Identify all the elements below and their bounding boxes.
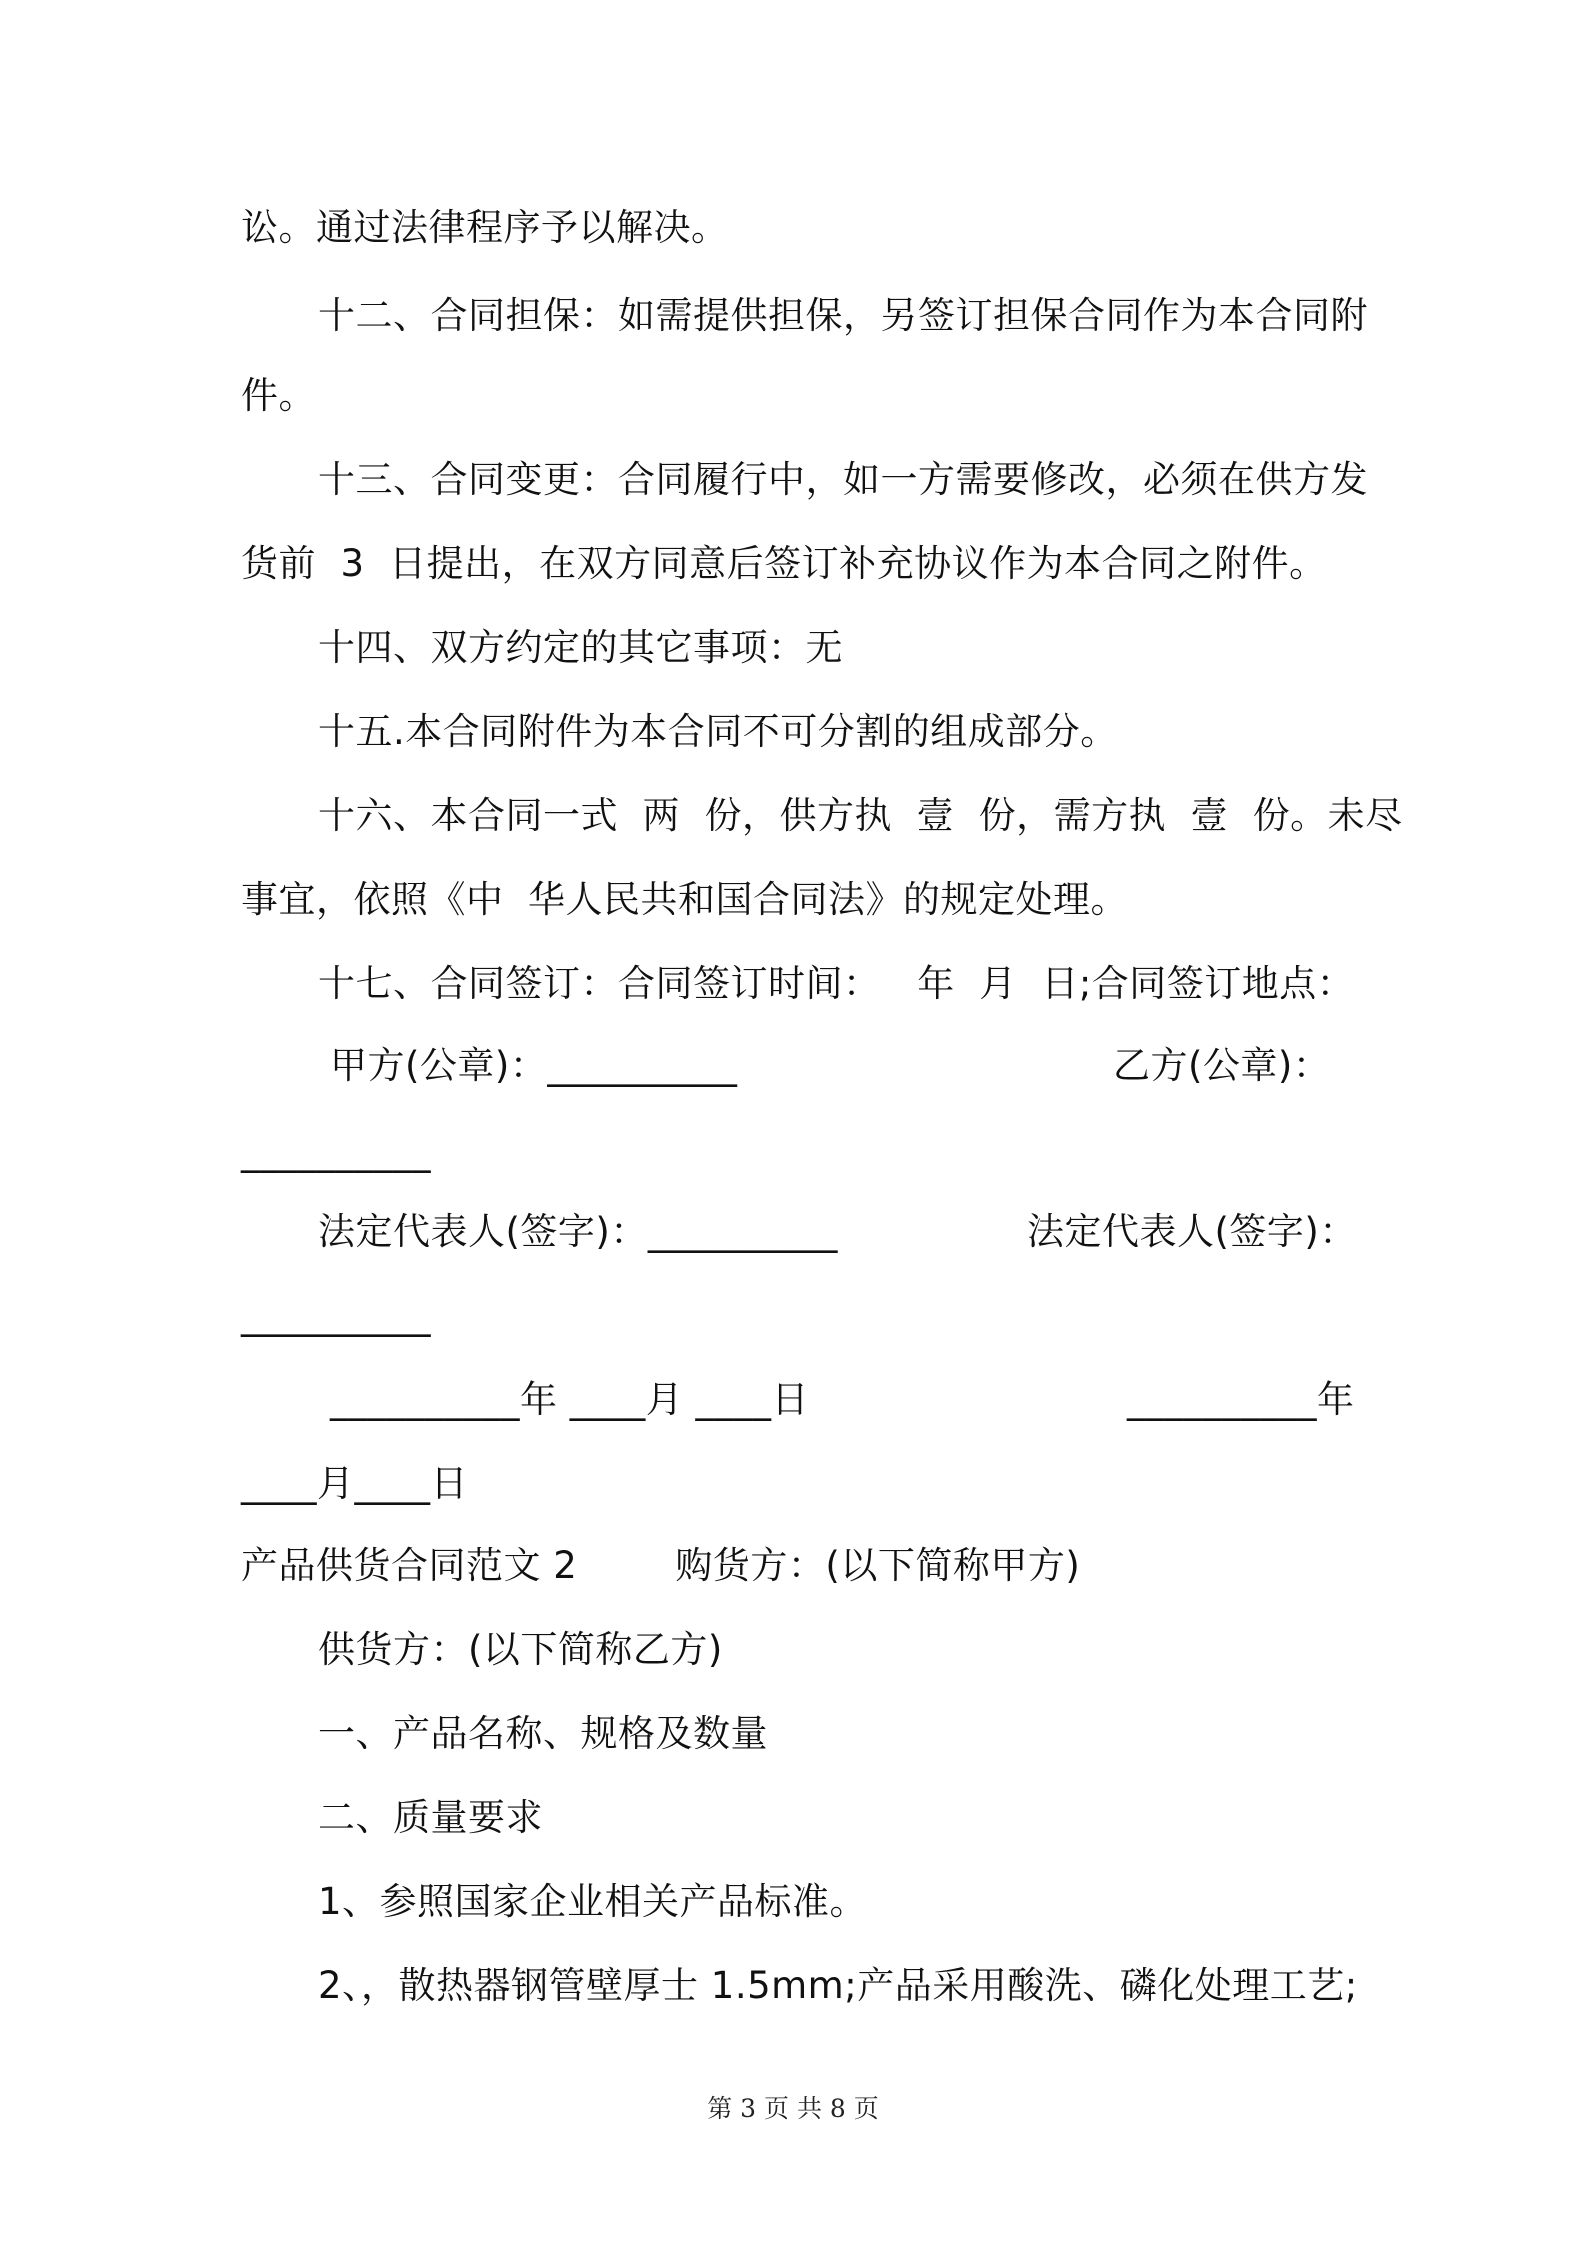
section-title: 产品供货合同范文 2 购货方：(以下简称甲方) xyxy=(241,1544,1081,1587)
party-a-seal: 甲方(公章)：__________ xyxy=(330,1044,738,1087)
clause-13: 十三、合同变更：合同履行中，如一方需要修改，必须在供方发 xyxy=(318,458,1368,501)
party-a-representative: 法定代表人(签字)：__________ xyxy=(318,1210,838,1253)
signature-blank: __________ xyxy=(241,1130,431,1173)
signature-blank: __________ xyxy=(241,1294,431,1337)
text-line: 二、质量要求 xyxy=(318,1796,543,1839)
text-line: 2、，散热器钢管壁厚士 1.5mm;产品采用酸洗、磷化处理工艺; xyxy=(318,1964,1358,2007)
clause-14: 十四、双方约定的其它事项：无 xyxy=(318,626,843,669)
clause-15: 十五.本合同附件为本合同不可分割的组成部分。 xyxy=(318,710,1118,753)
date-blank: ____月____日 xyxy=(241,1462,468,1505)
text-line: 1、参照国家企业相关产品标准。 xyxy=(318,1880,868,1923)
clause-16: 十六、本合同一式 两 份，供方执 壹 份，需方执 壹 份。未尽 xyxy=(318,794,1403,837)
clause-12: 十二、合同担保：如需提供担保，另签订担保合同作为本合同附 xyxy=(318,294,1368,337)
page-number: 第 3 页 共 8 页 xyxy=(707,2094,879,2123)
party-a-date: __________年 ____月 ____日 xyxy=(330,1378,810,1421)
party-b-seal: 乙方(公章)： xyxy=(1113,1044,1331,1087)
text-line: 货前 3 日提出，在双方同意后签订补充协议作为本合同之附件。 xyxy=(241,542,1327,585)
text-line: 供货方：(以下简称乙方) xyxy=(318,1628,723,1671)
party-b-representative: 法定代表人(签字)： xyxy=(1027,1210,1357,1253)
text-line: 一、产品名称、规格及数量 xyxy=(318,1712,768,1755)
text-line: 讼。通过法律程序予以解决。 xyxy=(241,206,729,249)
text-line: 件。 xyxy=(241,374,316,417)
clause-17: 十七、合同签订：合同签订时间： 年 月 日;合同签订地点： xyxy=(318,962,1355,1005)
party-b-date: __________年 xyxy=(1127,1378,1355,1421)
text-line: 事宜，依照《中 华人民共和国合同法》的规定处理。 xyxy=(241,878,1129,921)
